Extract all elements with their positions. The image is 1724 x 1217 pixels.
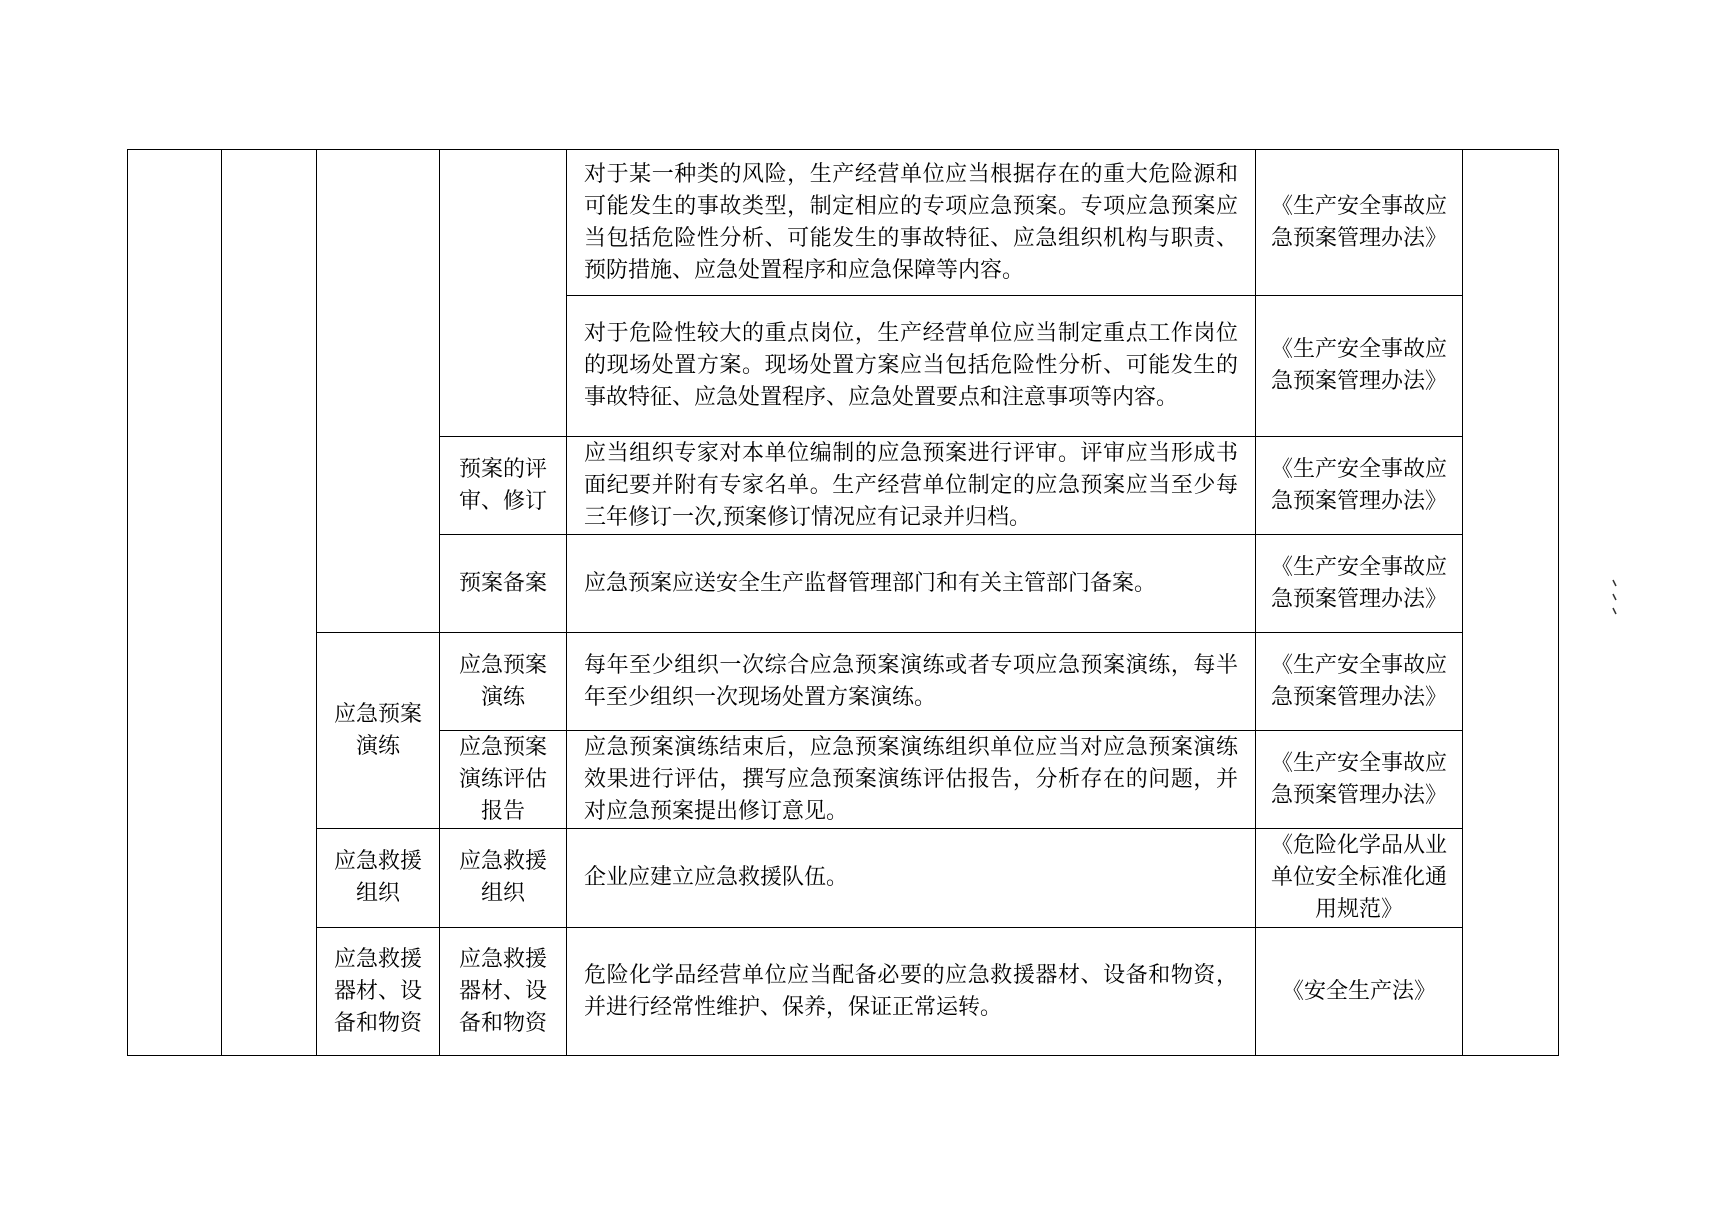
category-cell: 应急救援器材、设备和物资 [317, 928, 440, 1056]
basis-cell: 《生产安全事故应急预案管理办法》 [1256, 535, 1463, 633]
empty-cell-level2 [222, 150, 317, 1056]
table-row [128, 829, 1559, 928]
content-cell: 企业应建立应急救援队伍。 [567, 829, 1256, 928]
table-row [128, 928, 1559, 1056]
basis-cell: 《危险化学品从业单位安全标准化通用规范》 [1256, 829, 1463, 928]
item-cell: 应急救援器材、设备和物资 [440, 928, 567, 1056]
table-row [128, 150, 1559, 296]
content-cell: 对于某一种类的风险，生产经营单位应当根据存在的重大危险源和可能发生的事故类型，制定相应的专项应急预案。专项应急预案应当包括危险性分析、可能发生的事故特征、应急组织机构与职责、预防措施、应急处置程序和应急保障等内容。 [567, 150, 1256, 296]
table-row [128, 633, 1559, 731]
item-cell: 应急救援组织 [440, 829, 567, 928]
basis-cell: 《生产安全事故应急预案管理办法》 [1256, 633, 1463, 731]
basis-cell: 《生产安全事故应急预案管理办法》 [1256, 731, 1463, 829]
basis-cell: 《生产安全事故应急预案管理办法》 [1256, 150, 1463, 296]
item-cell: 应急预案演练 [440, 633, 567, 731]
basis-cell: 《生产安全事故应急预案管理办法》 [1256, 437, 1463, 535]
content-cell: 应当组织专家对本单位编制的应急预案进行评审。评审应当形成书面纪要并附有专家名单。生产经营单位制定的应急预案应当至少每三年修订一次,预案修订情况应有记录并归档。 [567, 437, 1256, 535]
item-cell: 预案的评审、修订 [440, 437, 567, 535]
content-cell: 对于危险性较大的重点岗位，生产经营单位应当制定重点工作岗位的现场处置方案。现场处置方案应当包括危险性分析、可能发生的事故特征、应急处置程序、应急处置要点和注意事项等内容。 [567, 296, 1256, 437]
item-cell: 应急预案演练评估报告 [440, 731, 567, 829]
empty-cell-category [317, 150, 440, 633]
content-cell: 危险化学品经营单位应当配备必要的应急救援器材、设备和物资，并进行经常性维护、保养，保证正常运转。 [567, 928, 1256, 1056]
content-cell: 应急预案应送安全生产监督管理部门和有关主管部门备案。 [567, 535, 1256, 633]
margin-mark [1610, 578, 1618, 618]
empty-cell-remarks [1463, 150, 1559, 1056]
basis-cell: 《安全生产法》 [1256, 928, 1463, 1056]
empty-cell-item [440, 150, 567, 437]
content-cell: 每年至少组织一次综合应急预案演练或者专项应急预案演练，每半年至少组织一次现场处置方案演练。 [567, 633, 1256, 731]
regulation-table [127, 149, 1559, 1056]
item-cell: 预案备案 [440, 535, 567, 633]
category-cell: 应急救援组织 [317, 829, 440, 928]
empty-cell-level1 [128, 150, 222, 1056]
content-cell: 应急预案演练结束后，应急预案演练组织单位应当对应急预案演练效果进行评估，撰写应急预案演练评估报告，分析存在的问题，并对应急预案提出修订意见。 [567, 731, 1256, 829]
basis-cell: 《生产安全事故应急预案管理办法》 [1256, 296, 1463, 437]
category-cell: 应急预案演练 [317, 633, 440, 829]
